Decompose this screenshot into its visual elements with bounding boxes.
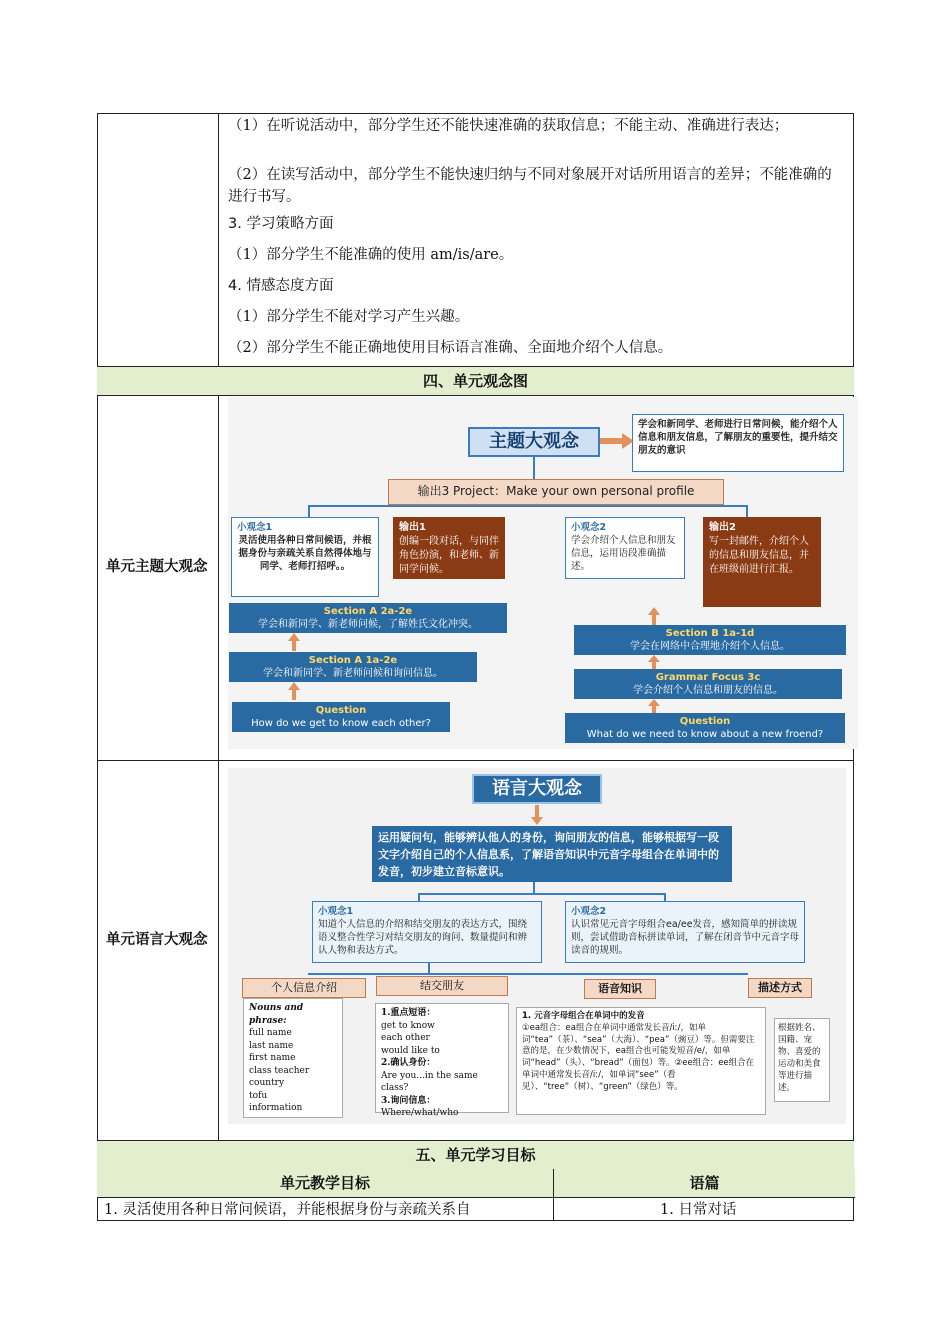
row-text-6: （1）部分学生不能对学习产生兴趣。 [228, 309, 470, 325]
goal-header: 单元教学目标 [97, 1169, 553, 1198]
theme-idea2: 小观念2 学会介绍个人信息和朋友信息，运用语段准确描述。 [565, 517, 685, 579]
section-header-goals: 五、单元学习目标 [97, 1140, 854, 1170]
arrow-up-icon [648, 699, 660, 713]
arrow-up-icon [288, 682, 300, 700]
language-tag-3: 语音知识 [584, 979, 656, 999]
theme-big-idea: 学会和新同学、老师进行日常问候，能介绍个人信息和朋友信息，了解朋友的重要性，提升结交朋友的意识 [632, 414, 844, 472]
goal-col-divider [553, 1197, 554, 1221]
goal-row-1: 1. 灵活使用各种日常问候语，并能根据身份与亲疏关系自 [104, 1202, 471, 1218]
text-row-1: 1. 日常对话 [660, 1202, 737, 1218]
table-border-top [97, 113, 854, 114]
theme-output3: 输出3 Project：Make your own personal profile [388, 479, 724, 505]
arrow-right-icon [600, 433, 634, 449]
arrow-up-icon [648, 607, 660, 625]
theme-step-left-3: Question How do we get to know each other? [232, 702, 450, 732]
arrow-down-icon [531, 805, 543, 825]
theme-title: 主题大观念 [468, 427, 600, 457]
language-tag-2: 结交朋友 [376, 976, 508, 996]
language-tag-1: 个人信息介绍 [242, 978, 366, 998]
arrow-up-icon [648, 655, 660, 669]
arrow-up-icon [288, 633, 300, 651]
language-idea2: 小观念2 认识常见元音字母组合ea/ee发音，感知简单的拼读规则，尝试借助音标拼读单词，了解在闭音节中元音字母读音的规则。 [565, 901, 805, 963]
row-divider [97, 760, 854, 761]
language-idea1: 小观念1 知道个人信息的介绍和结交朋友的表达方式，围绕语义整合性学习对结交朋友的询问、数量提问和辨认人物和表达方式。 [312, 901, 542, 963]
row-text-7: （2）部分学生不能正确地使用目标语言准确、全面地介绍个人信息。 [228, 340, 673, 356]
theme-output2: 输出2 写一封邮件，介绍个人的信息和朋友信息，并在班级前进行汇报。 [703, 517, 821, 607]
language-title: 语言大观念 [472, 774, 602, 804]
language-big-idea: 运用疑问句，能够辨认他人的身份，询问朋友的信息，能够根据写一段文字介绍自己的个人信息系，了解语音知识中元音字母组合在单词中的发音，初步建立音标意识。 [372, 826, 732, 882]
text-header: 语篇 [553, 1169, 855, 1198]
language-label: 单元语言大观念 [106, 931, 208, 948]
row-text-3: 3. 学习策略方面 [228, 216, 334, 232]
theme-diagram [228, 397, 858, 749]
theme-step-left-2: Section A 1a-2e 学会和新同学、新老师问候和询问信息。 [229, 652, 477, 682]
section-header-concept-map: 四、单元观念图 [97, 366, 854, 396]
theme-output1: 输出1 创编一段对话，与同伴角色扮演，和老师、新同学问候。 [393, 517, 505, 579]
theme-step-right-3: Question What do we need to know about a new froend? [565, 713, 845, 743]
theme-label: 单元主题大观念 [106, 558, 208, 575]
theme-idea1: 小观念1 灵活使用各种日常问候语，并根据身份与亲疏关系自然得体地与同学、老师打招呼。。 [231, 517, 379, 597]
theme-step-right-2: Grammar Focus 3c 学会介绍个人信息和朋友的信息。 [574, 669, 842, 699]
language-vocab-box: Nouns and phrase: full name last name first name class teacher country tofu information [243, 998, 343, 1118]
language-diagram [228, 768, 846, 1124]
table-border-left [97, 113, 98, 1221]
language-describe-box: 根据姓名、国籍、宠物、喜爱的运动和美食等进行描述。 [774, 1018, 830, 1102]
theme-step-right-1: Section B 1a-1d 学会在网络中合理地介绍个人信息。 [574, 625, 846, 655]
table-col-divider [218, 113, 219, 366]
row-text-4: （1）部分学生不能准确的使用 am/is/are。 [228, 247, 514, 263]
row-text-1: （1）在听说活动中，部分学生还不能快速准确的获取信息；不能主动、准确进行表达； [228, 118, 789, 134]
language-phonics-box: 1. 元音字母组合在单词中的发音 ①ea组合：ea组合在单词中通常发长音/iː/，如单词“tea”（茶）、“sea”（大海）、“pea”（豌豆）等。但需要注意的是，在少数情况下，ea组合也可能发短音/e/，如单词“head”（头）、“bread”（面包）等。②ee组合：ee组合在单词中通常发长音/iː/，如单词“see”（看见）、“tree”（树）、“green”（绿色）等。 [516, 1007, 766, 1115]
theme-step-left-1: Section A 2a-2e 学会和新同学、新老师问候，了解姓氏文化冲突。 [229, 603, 507, 633]
row-text-5: 4. 情感态度方面 [228, 278, 334, 294]
row-text-2: （2）在读写活动中，部分学生不能快速归纳与不同对象展开对话所用语言的差异；不能准确的进行书写。 [228, 167, 832, 205]
table-border-bottom [97, 1220, 854, 1221]
table-col-divider-2 [218, 395, 219, 1141]
language-tag-4: 描述方式 [748, 978, 812, 998]
language-phrases-box: 1.重点短语： get to know each other would like to 2.确认身份： Are you...in the same class? 3.询问信息： Where/what/who [375, 1003, 509, 1113]
